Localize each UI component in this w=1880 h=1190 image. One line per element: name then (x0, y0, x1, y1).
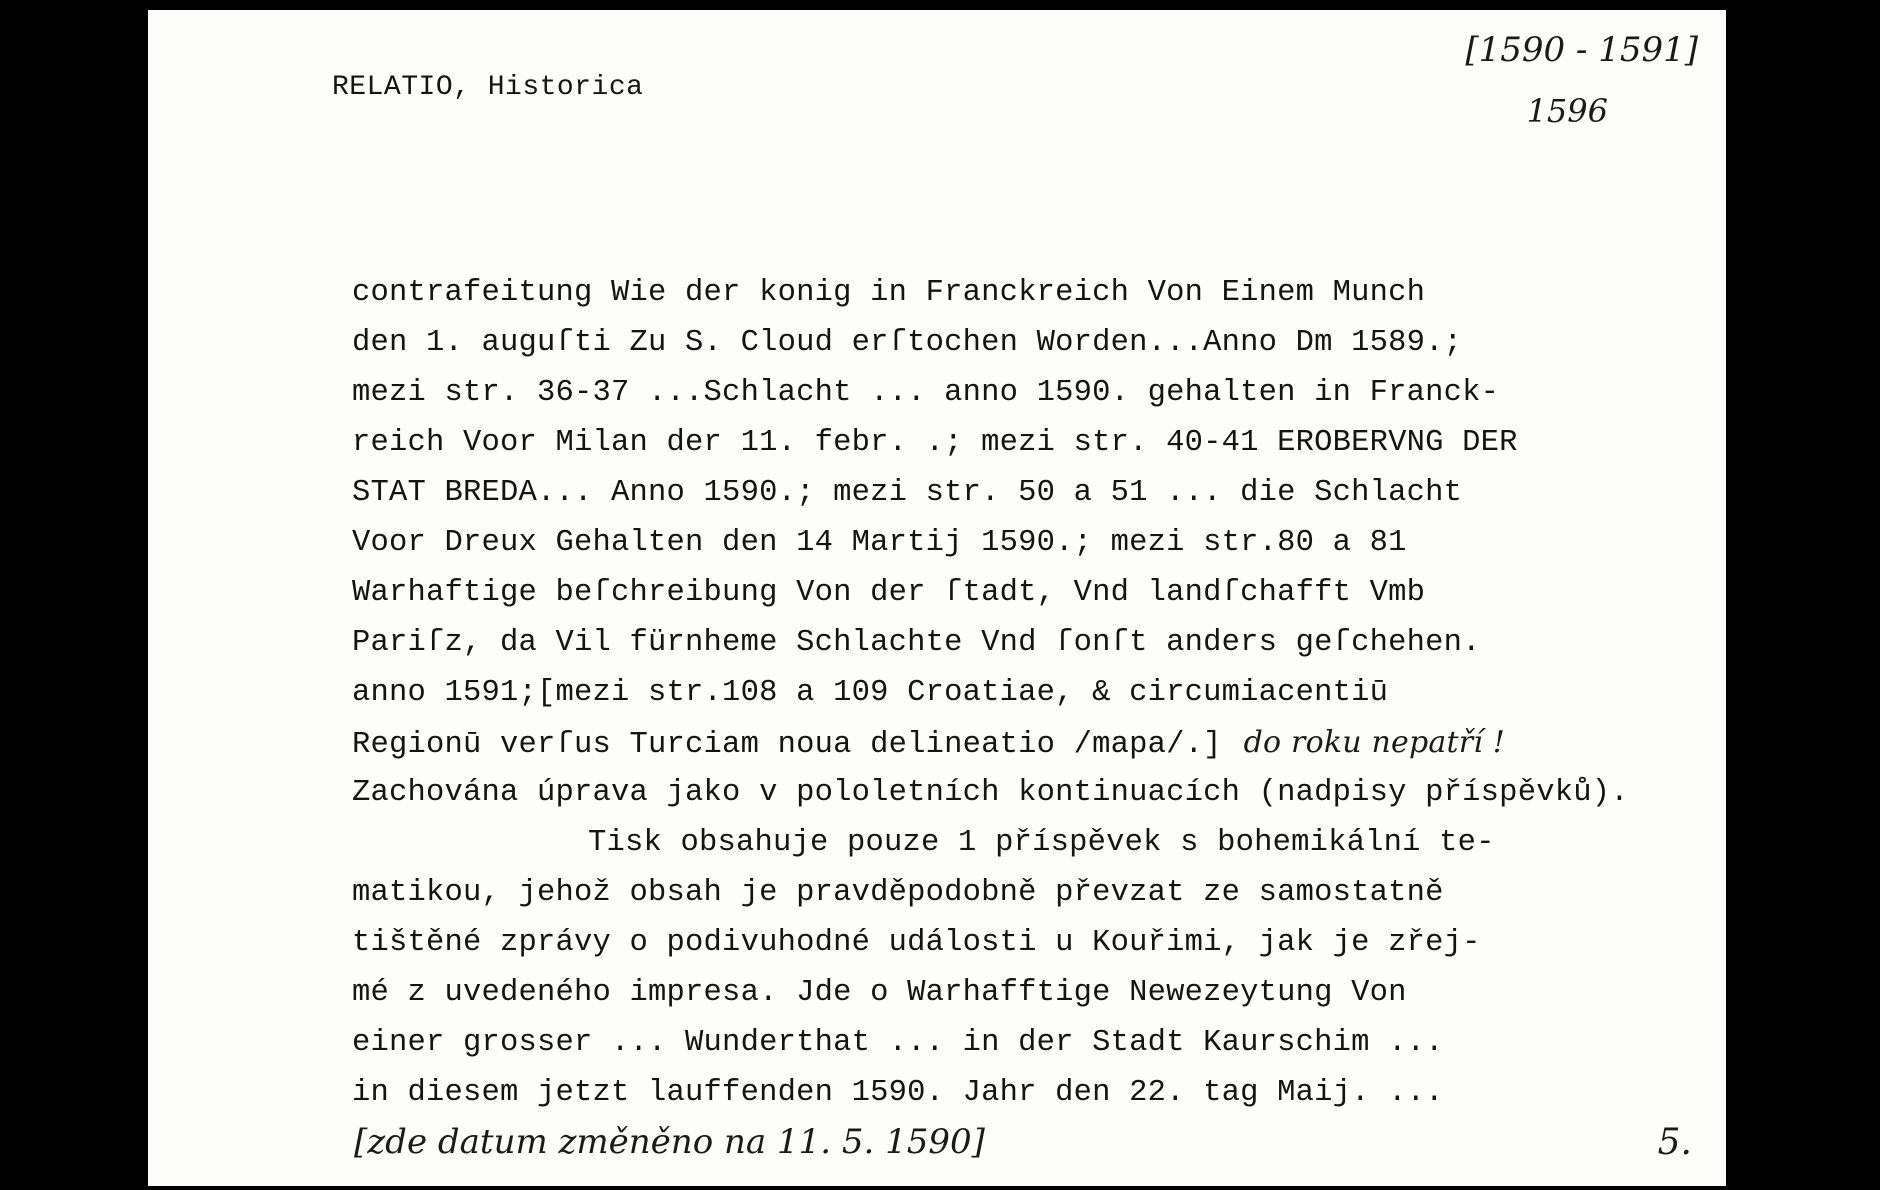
paragraph-line: matikou, jehož obsah je pravděpodobně převzat ze samostatně (352, 876, 1444, 910)
body-line: STAT BREDA... Anno 1590.; mezi str. 50 a 51 ... die Schlacht (352, 476, 1463, 510)
paragraph-line: mé z uvedeného impresa. Jde o Warhafftige Newezeytung Von (352, 976, 1407, 1010)
card-title: RELATIO, Historica (332, 72, 644, 103)
body-line: Warhaftige beſchreibung Von der ſtadt, Vnd landſchafft Vmb (352, 576, 1426, 610)
handwritten-inline-note: do roku nepatří ! (1243, 725, 1506, 760)
body-line: Pariſz, da Vil fürnheme Schlachte Vnd ſonſt anders geſchehen. (352, 626, 1481, 660)
body-line: anno 1591;[mezi str.108 a 109 Croatiae, & circumiacentiū (352, 676, 1389, 710)
paragraph-line: in diesem jetzt lauffenden 1590. Jahr den 22. tag Maij. ... (352, 1076, 1444, 1110)
page-mark: 5. (1657, 1122, 1692, 1163)
card-body (352, 268, 1722, 1118)
handwritten-date-range: [1590 - 1591] (1465, 30, 1698, 70)
paragraph-line: tištěné zprávy o podivuhodné události u Kouřimi, jak je zřej- (352, 926, 1481, 960)
body-line: Zachována úprava jako v pololetních kontinuacích (nadpisy příspěvků). (352, 776, 1629, 810)
body-line: den 1. auguſti Zu S. Cloud erſtochen Worden...Anno Dm 1589.; (352, 326, 1463, 360)
handwritten-bottom-note: [zde datum změněno na 11. 5. 1590] (354, 1122, 985, 1162)
catalog-card (148, 10, 1726, 1186)
paragraph-line: Tisk obsahuje pouze 1 příspěvek s bohemikální te- (588, 826, 1495, 860)
paragraph-line: einer grosser ... Wunderthat ... in der Stadt Kaurschim ... (352, 1026, 1444, 1060)
body-line: mezi str. 36-37 ...Schlacht ... anno 1590. gehalten in Franck- (352, 376, 1500, 410)
handwritten-date-year: 1596 (1526, 92, 1608, 130)
body-line: Regionū verſus Turciam noua delineatio /mapa/.] (352, 728, 1222, 762)
body-line-with-note (352, 718, 1722, 768)
body-line: contrafeitung Wie der konig in Franckreich Von Einem Munch (352, 276, 1426, 310)
body-line: Voor Dreux Gehalten den 14 Martij 1590.; mezi str.80 a 81 (352, 526, 1407, 560)
body-line: reich Voor Milan der 11. febr. .; mezi str. 40-41 EROBERVNG DER (352, 426, 1518, 460)
